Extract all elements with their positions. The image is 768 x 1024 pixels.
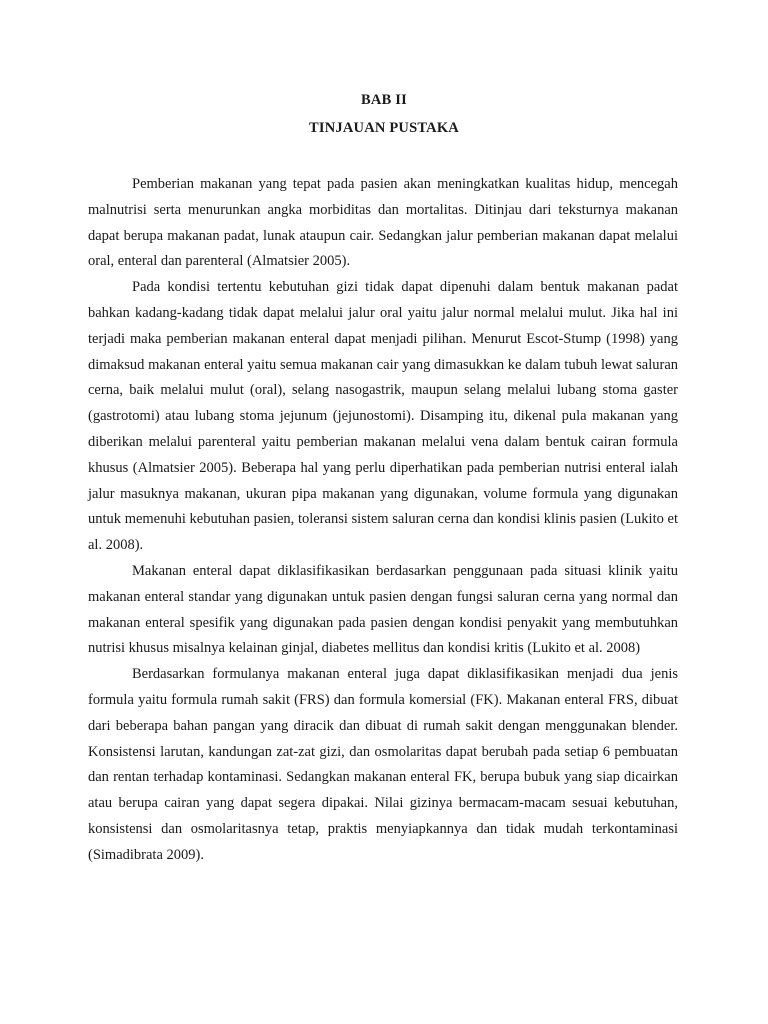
paragraph: Makanan enteral dapat diklasifikasikan berdasarkan penggunaan pada situasi klinik yaitu makanan enteral standar yang digunakan untuk pasien dengan fungsi saluran cerna yang normal dan makanan enteral spesifik yang digunakan pada pasien dengan kondisi penyakit yang membutuhkan nutrisi khusus misalnya kelainan ginjal, diabetes mellitus dan kondisi kritis (Lukito et al. 2008) [88,562,678,657]
chapter-title: TINJAUAN PUSTAKA [309,120,459,136]
paragraph: Pemberian makanan yang tepat pada pasien akan meningkatkan kualitas hidup, mencegah malnutrisi serta menurunkan angka morbiditas dan mortalitas. Ditinjau dari teksturnya makanan dapat berupa makanan padat, lunak ataupun cair. Sedangkan jalur pemberian makanan dapat melalui oral, enteral dan parenteral (Almatsier 2005). [88,176,678,270]
body-text [88,172,678,869]
chapter-heading: BAB II [361,92,407,108]
paragraph: Pada kondisi tertentu kebutuhan gizi tidak dapat dipenuhi dalam bentuk makanan padat bahkan kadang-kadang tidak dapat melalui jalur oral yaitu jalur normal melalui mulut. Jika hal ini terjadi maka pemberian makanan enteral dapat menjadi pilihan. Menurut Escot-Stump (1998) yang dimaksud makanan enteral yaitu semua makanan cair yang dimasukkan ke dalam tubuh lewat saluran cerna, baik melalui mulut (oral), selang nasogastrik, maupun selang melalui lubang stoma gaster (gastrotomi) atau lubang stoma jejunum (jejunostomi). Disamping itu, dikenal pula makanan yang diberikan melalui parenteral yaitu pemberian makanan melalui vena dalam bentuk cairan formula khusus (Almatsier 2005). Beberapa hal yang perlu diperhatikan pada pemberian nutrisi enteral ialah jalur masuknya makanan, ukuran pipa makanan yang digunakan, volume formula yang digunakan untuk memenuhi kebutuhan pasien, toleransi sistem saluran cerna dan kondisi klinis pasien (Lukito et al. 2008). [88,279,678,554]
paragraph: Berdasarkan formulanya makanan enteral juga dapat diklasifikasikan menjadi dua jenis formula yaitu formula rumah sakit (FRS) dan formula komersial (FK). Makanan enteral FRS, dibuat dari beberapa bahan pangan yang diracik dan dibuat di rumah sakit dengan menggunakan blender. Konsistensi larutan, kandungan zat-zat gizi, dan osmolaritas dapat berubah pada setiap 6 pembuatan dan rentan terhadap kontaminasi. Sedangkan makanan enteral FK, berupa bubuk yang siap dicairkan atau berupa cairan yang dapat segera dipakai. Nilai gizinya bermacam-macam sesuai kebutuhan, konsistensi dan osmolaritasnya tetap, praktis menyiapkannya dan tidak mudah terkontaminasi (Simadibrata 2009). [88,666,678,863]
